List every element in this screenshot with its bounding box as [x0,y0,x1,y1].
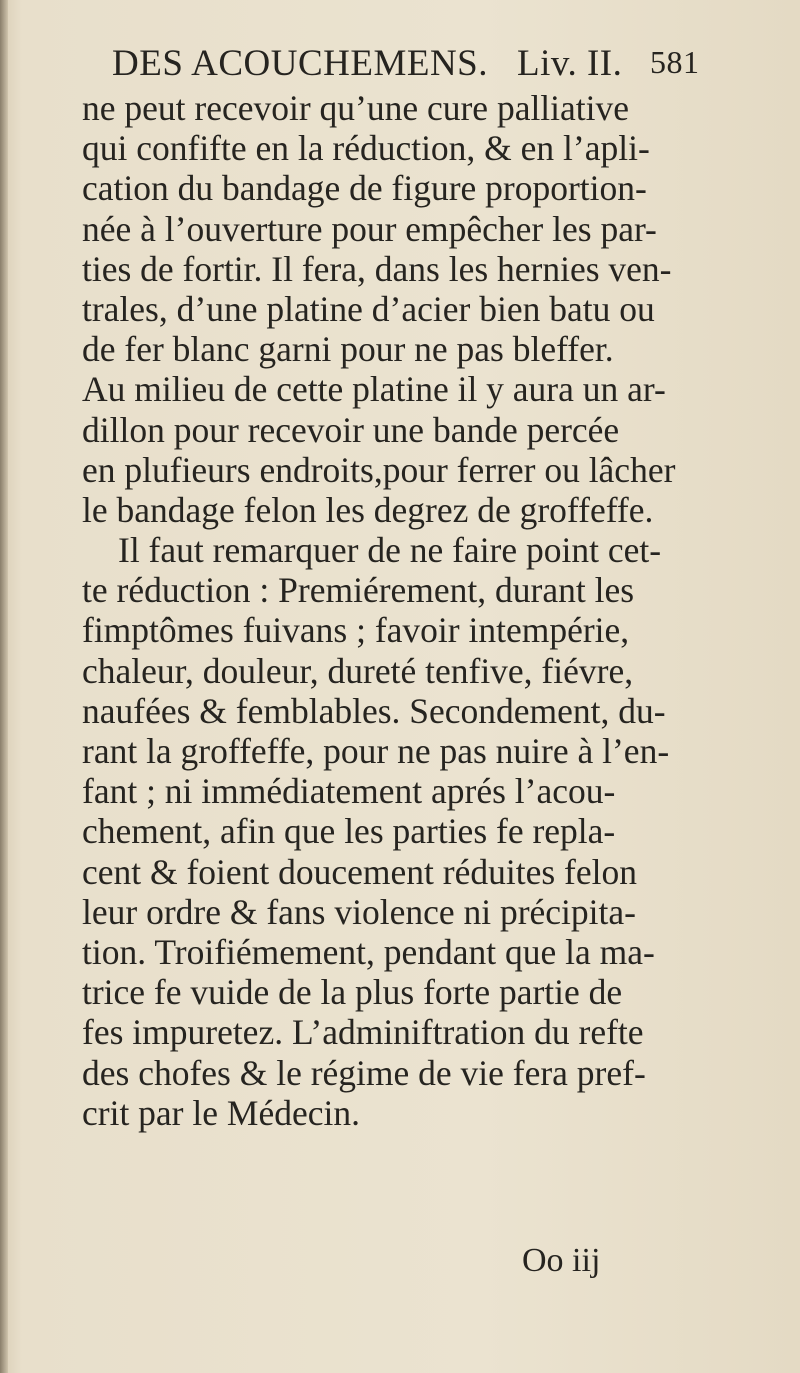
text-line: fes impuretez. L’adminiftration du refte [82,1012,644,1053]
text-line: rant la groffeffe, pour ne pas nuire à l’en- [82,731,670,771]
running-title: DES ACOUCHEMENS. [112,43,488,84]
signature-mark: Oo iij [522,1242,601,1279]
text-line: Au milieu de cette platine il y aura un ar- [82,369,666,410]
text-line: cent & foient doucement réduites felon [82,851,637,892]
text-line: leur ordre & fans violence ni précipita- [82,891,636,932]
text-line: te réduction : Premiérement, durant les [82,570,635,611]
book-number: Liv. II. [517,43,623,84]
text-line: trales, d’une platine d’acier bien batu ou [82,288,655,329]
page-spine-edge [0,0,8,1373]
text-line: née à l’ouverture pour empêcher les par- [82,208,657,249]
text-line: dillon pour recevoir une bande percée [82,409,620,450]
text-line: tion. Troifiémement, pendant que la ma- [82,931,655,972]
text-line: le bandage felon les degrez de groffeffe. [82,489,654,530]
text-line: chaleur, douleur, dureté tenfive, fiévre, [82,650,634,691]
text-line: cation du bandage de figure proportion- [82,168,647,209]
body-text [82,88,722,1133]
text-line: chement, afin que les parties fe repla- [82,811,616,852]
text-line: fimptômes fuivans ; favoir intempérie, [82,610,630,651]
paragraph-start-line: Il faut remarquer de ne faire point cet- [118,530,662,571]
text-line: crit par le Médecin. [82,1092,360,1133]
text-line: fant ; ni immédiatement aprés l’acou- [82,771,616,812]
text-line: qui confifte en la réduction, & en l’apli- [82,128,650,169]
running-header [112,42,700,92]
text-line: ties de fortir. Il fera, dans les hernies ven- [82,248,672,289]
text-line: trice fe vuide de la plus forte partie de [82,972,623,1013]
text-line: de fer blanc garni pour ne pas bleffer. [82,329,614,370]
page-number: 581 [650,44,700,80]
text-line: ne peut recevoir qu’une cure palliative [82,88,630,128]
text-line: naufées & femblables. Secondement, du- [82,690,666,731]
text-line: en plufieurs endroits,pour ferrer ou lâcher [82,449,676,490]
text-line: des chofes & le régime de vie fera pref- [82,1052,646,1093]
